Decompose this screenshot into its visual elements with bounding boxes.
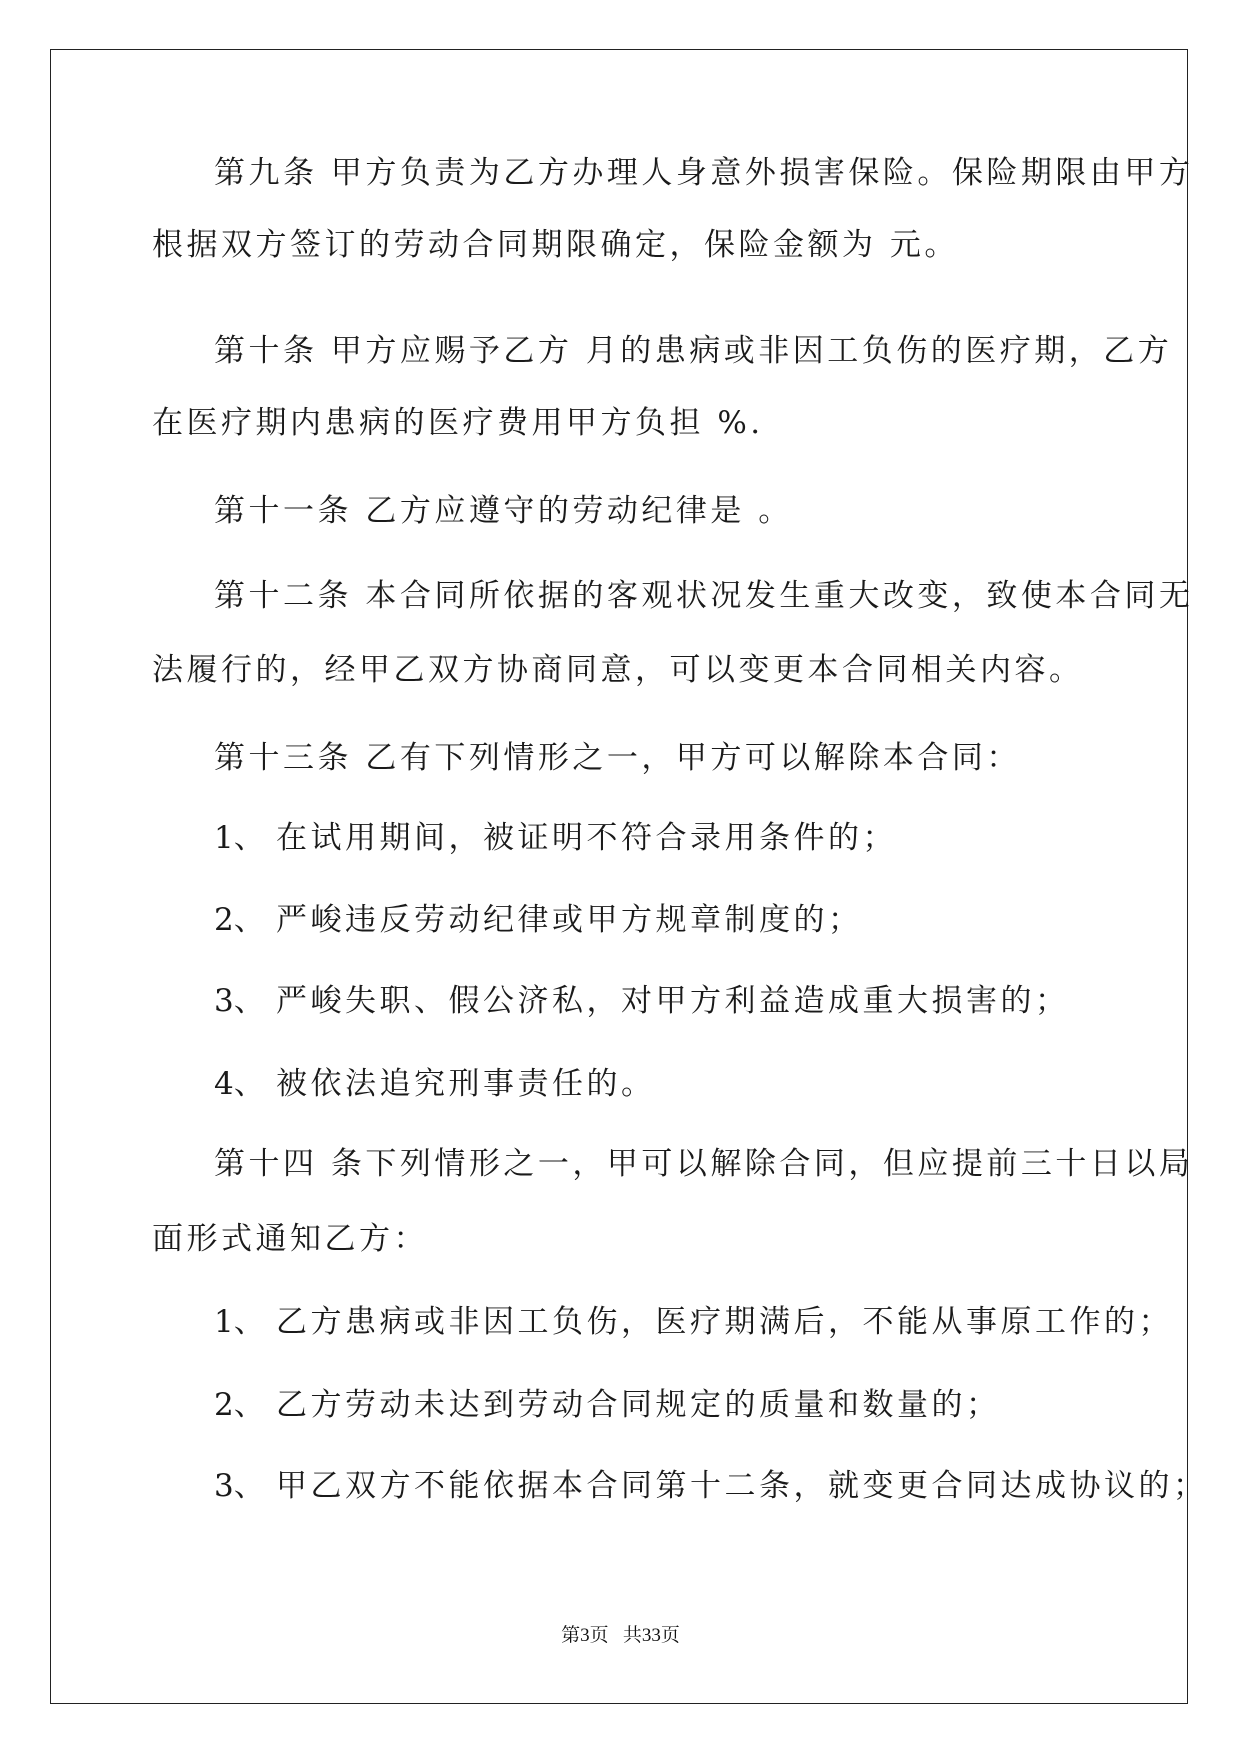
item-text: 乙方劳动未达到劳动合同规定的质量和数量的； — [276, 1387, 1001, 1423]
item-number: 1、 — [214, 1304, 265, 1340]
article-9-line-2: 根据双方签订的劳动合同期限确定，保险金额为 元。 — [152, 227, 959, 263]
item-text: 在试用期间，被证明不符合录用条件的； — [276, 820, 897, 856]
article-10-line-1: 第十条 甲方应赐予乙方 月的患病或非因工负伤的医疗期，乙方 — [214, 333, 1173, 369]
item-text: 严峻失职、假公济私，对甲方利益造成重大损害的； — [276, 983, 1070, 1019]
article-11-line-1: 第十一条 乙方应遵守的劳动纪律是 。 — [214, 493, 793, 529]
article-14-line-2: 面形式通知乙方： — [152, 1221, 428, 1257]
article-13-line-1: 第十三条 乙有下列情形之一，甲方可以解除本合同： — [214, 740, 1021, 776]
item-number: 2、 — [214, 1387, 265, 1423]
item-text: 甲乙双方不能依据本合同第十二条，就变更合同达成协议的； — [276, 1468, 1208, 1504]
article-12-line-2: 法履行的，经甲乙双方协商同意，可以变更本合同相关内容。 — [152, 652, 1084, 688]
article-9-line-1: 第九条 甲方负责为乙方办理人身意外损害保险。保险期限由甲方 — [214, 155, 1194, 191]
article-10-line-2: 在医疗期内患病的医疗费用甲方负担 %. — [152, 405, 764, 441]
item-text: 被依法追究刑事责任的。 — [276, 1066, 656, 1102]
page-border — [50, 49, 1188, 1704]
item-number: 1、 — [214, 820, 265, 856]
item-text: 乙方患病或非因工负伤，医疗期满后，不能从事原工作的； — [276, 1304, 1173, 1340]
item-text: 严峻违反劳动纪律或甲方规章制度的； — [276, 902, 863, 938]
page-number-footer: 第3页 共33页 — [561, 1625, 680, 1646]
item-number: 3、 — [214, 1468, 265, 1504]
item-number: 3、 — [214, 983, 265, 1019]
item-number: 2、 — [214, 902, 265, 938]
item-number: 4、 — [214, 1066, 265, 1102]
article-14-line-1: 第十四 条下列情形之一，甲可以解除合同，但应提前三十日以局 — [214, 1146, 1194, 1182]
article-12-line-1: 第十二条 本合同所依据的客观状况发生重大改变，致使本合同无 — [214, 578, 1194, 614]
